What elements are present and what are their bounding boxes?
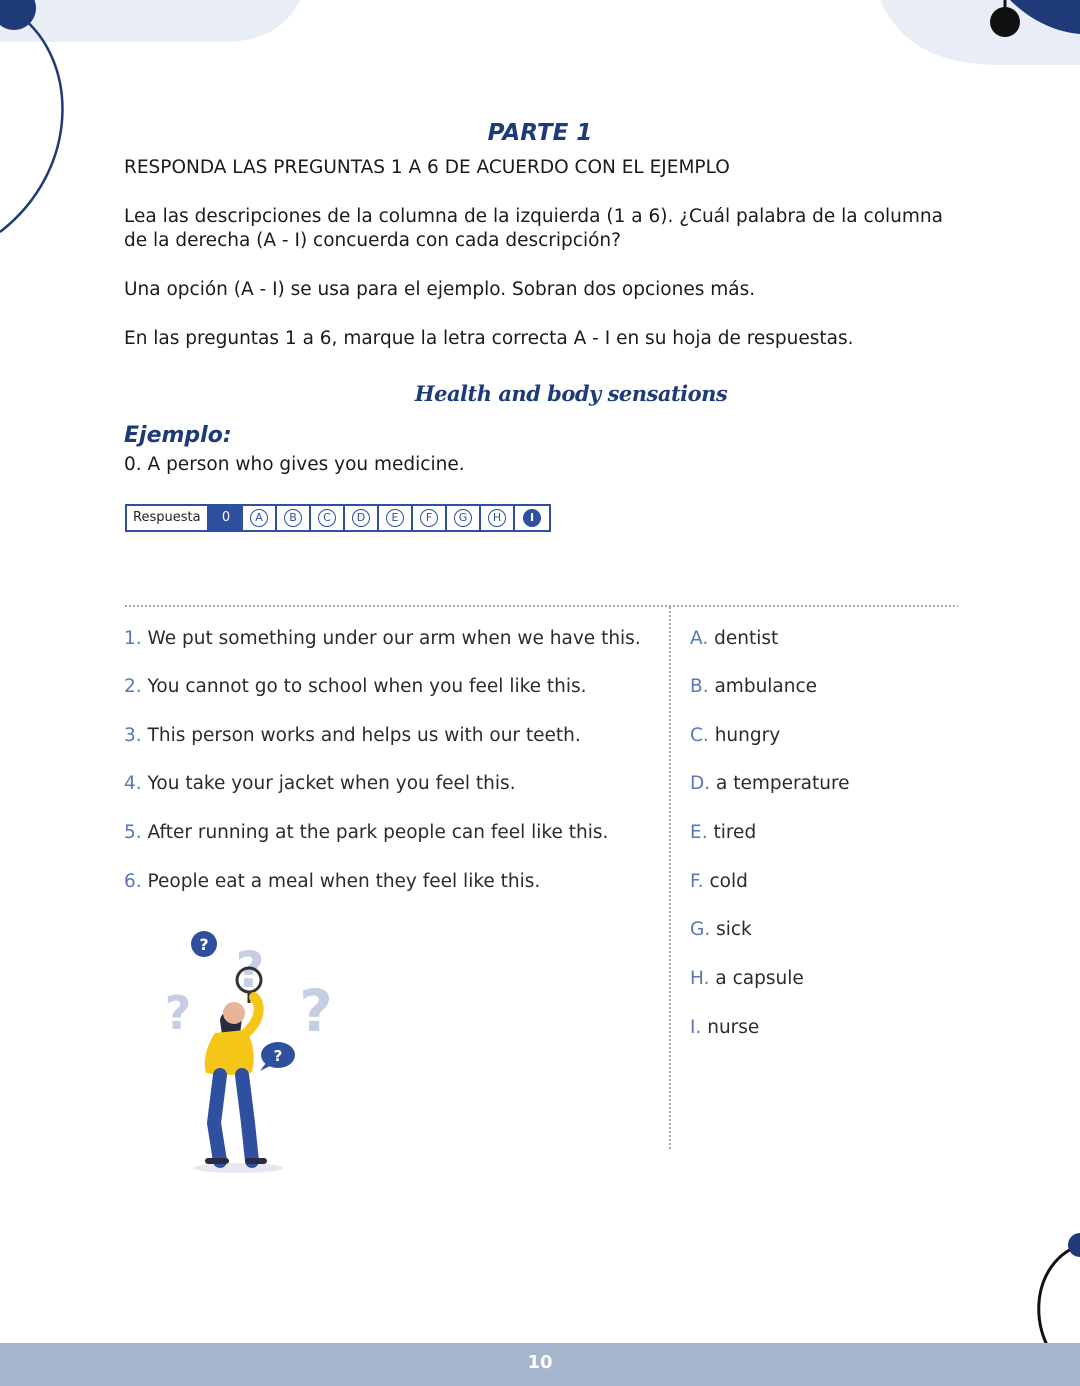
answer-bubble-a[interactable]: A: [250, 509, 268, 527]
part-title: PARTE 1: [487, 120, 593, 146]
question-text: People eat a meal when they feel like this.: [147, 871, 541, 892]
example-label: Ejemplo:: [124, 423, 232, 448]
instruction-heading: RESPONDA LAS PREGUNTAS 1 A 6 DE ACUERDO CON EL EJEMPLO: [124, 157, 730, 178]
option-item: [690, 968, 804, 989]
question-item: [124, 676, 587, 697]
answer-bubble-i-selected[interactable]: I: [523, 509, 541, 527]
question-text: After running at the park people can feel like this.: [147, 822, 609, 843]
question-mark-icon: ?: [164, 986, 192, 1040]
question-item: [124, 773, 516, 794]
option-text: a temperature: [716, 773, 850, 794]
question-number: 2.: [124, 676, 142, 697]
page-number: 10: [527, 1352, 553, 1373]
question-number: 3.: [124, 725, 142, 746]
option-item: [690, 676, 817, 697]
answer-bubble-f[interactable]: F: [420, 509, 438, 527]
answer-number: 0: [209, 506, 243, 530]
option-text: hungry: [714, 725, 781, 746]
option-item: [690, 822, 756, 843]
question-text: You take your jacket when you feel this.: [147, 773, 516, 794]
corner-decoration-top-right: [860, 0, 1080, 80]
question-mark-icon: ?: [299, 977, 333, 1045]
instruction-paragraph-3: En las preguntas 1 a 6, marque la letra correcta A - I en su hoja de respuestas.: [124, 328, 854, 349]
option-letter: G.: [690, 919, 711, 940]
answer-sheet-row: [125, 504, 551, 532]
answer-bubble-h[interactable]: H: [488, 509, 506, 527]
option-item: [690, 919, 752, 940]
option-text: a capsule: [715, 968, 804, 989]
option-letter: A.: [690, 628, 709, 649]
option-text: ambulance: [714, 676, 818, 697]
option-letter: H.: [690, 968, 710, 989]
question-number: 1.: [124, 628, 142, 649]
option-letter: C.: [690, 725, 709, 746]
question-item: [124, 871, 540, 892]
instruction-line-2a: Lea las descripciones de la columna de la izquierda (1 a 6). ¿Cuál palabra de la columna: [124, 206, 943, 227]
topic-title: Health and body sensations: [414, 381, 728, 406]
option-item: [690, 725, 780, 746]
option-text: tired: [713, 822, 757, 843]
question-number: 5.: [124, 822, 142, 843]
option-text: nurse: [707, 1017, 760, 1038]
instruction-paragraph-1: [124, 205, 954, 253]
question-item: [124, 725, 581, 746]
instruction-line-2b: de la derecha (A - I) concuerda con cada descripción?: [124, 230, 621, 251]
question-text: You cannot go to school when you feel like this.: [147, 676, 587, 697]
option-letter: E.: [690, 822, 708, 843]
option-item: [690, 871, 748, 892]
answer-bubble-c[interactable]: C: [318, 509, 336, 527]
answer-bubble-g[interactable]: G: [454, 509, 472, 527]
question-mark-icon: ?: [273, 1047, 283, 1065]
answer-bubble-d[interactable]: D: [352, 509, 370, 527]
question-number: 4.: [124, 773, 142, 794]
question-mark-icon: ?: [235, 941, 265, 999]
question-text: We put something under our arm when we have this.: [147, 628, 641, 649]
option-item: [690, 1017, 759, 1038]
option-text: dentist: [714, 628, 779, 649]
example-question: 0. A person who gives you medicine.: [124, 454, 465, 475]
answer-bubble-b[interactable]: B: [284, 509, 302, 527]
answer-label: Respuesta: [127, 506, 209, 530]
question-item: [124, 628, 641, 649]
option-text: sick: [716, 919, 752, 940]
dotted-divider-vertical: [668, 606, 672, 1151]
instruction-paragraph-2: Una opción (A - I) se usa para el ejemplo. Sobran dos opciones más.: [124, 279, 756, 300]
question-number: 6.: [124, 871, 142, 892]
question-mark-icon: ?: [199, 935, 209, 954]
option-letter: D.: [690, 773, 711, 794]
option-letter: F.: [690, 871, 704, 892]
option-item: [690, 628, 778, 649]
question-text: This person works and helps us with our teeth.: [147, 725, 581, 746]
option-letter: I.: [690, 1017, 702, 1038]
option-text: cold: [709, 871, 748, 892]
question-item: [124, 822, 608, 843]
dotted-divider-horizontal: [124, 604, 958, 608]
option-item: [690, 773, 850, 794]
option-letter: B.: [690, 676, 709, 697]
answer-bubble-e[interactable]: E: [386, 509, 404, 527]
confused-person-illustration: [150, 925, 350, 1180]
